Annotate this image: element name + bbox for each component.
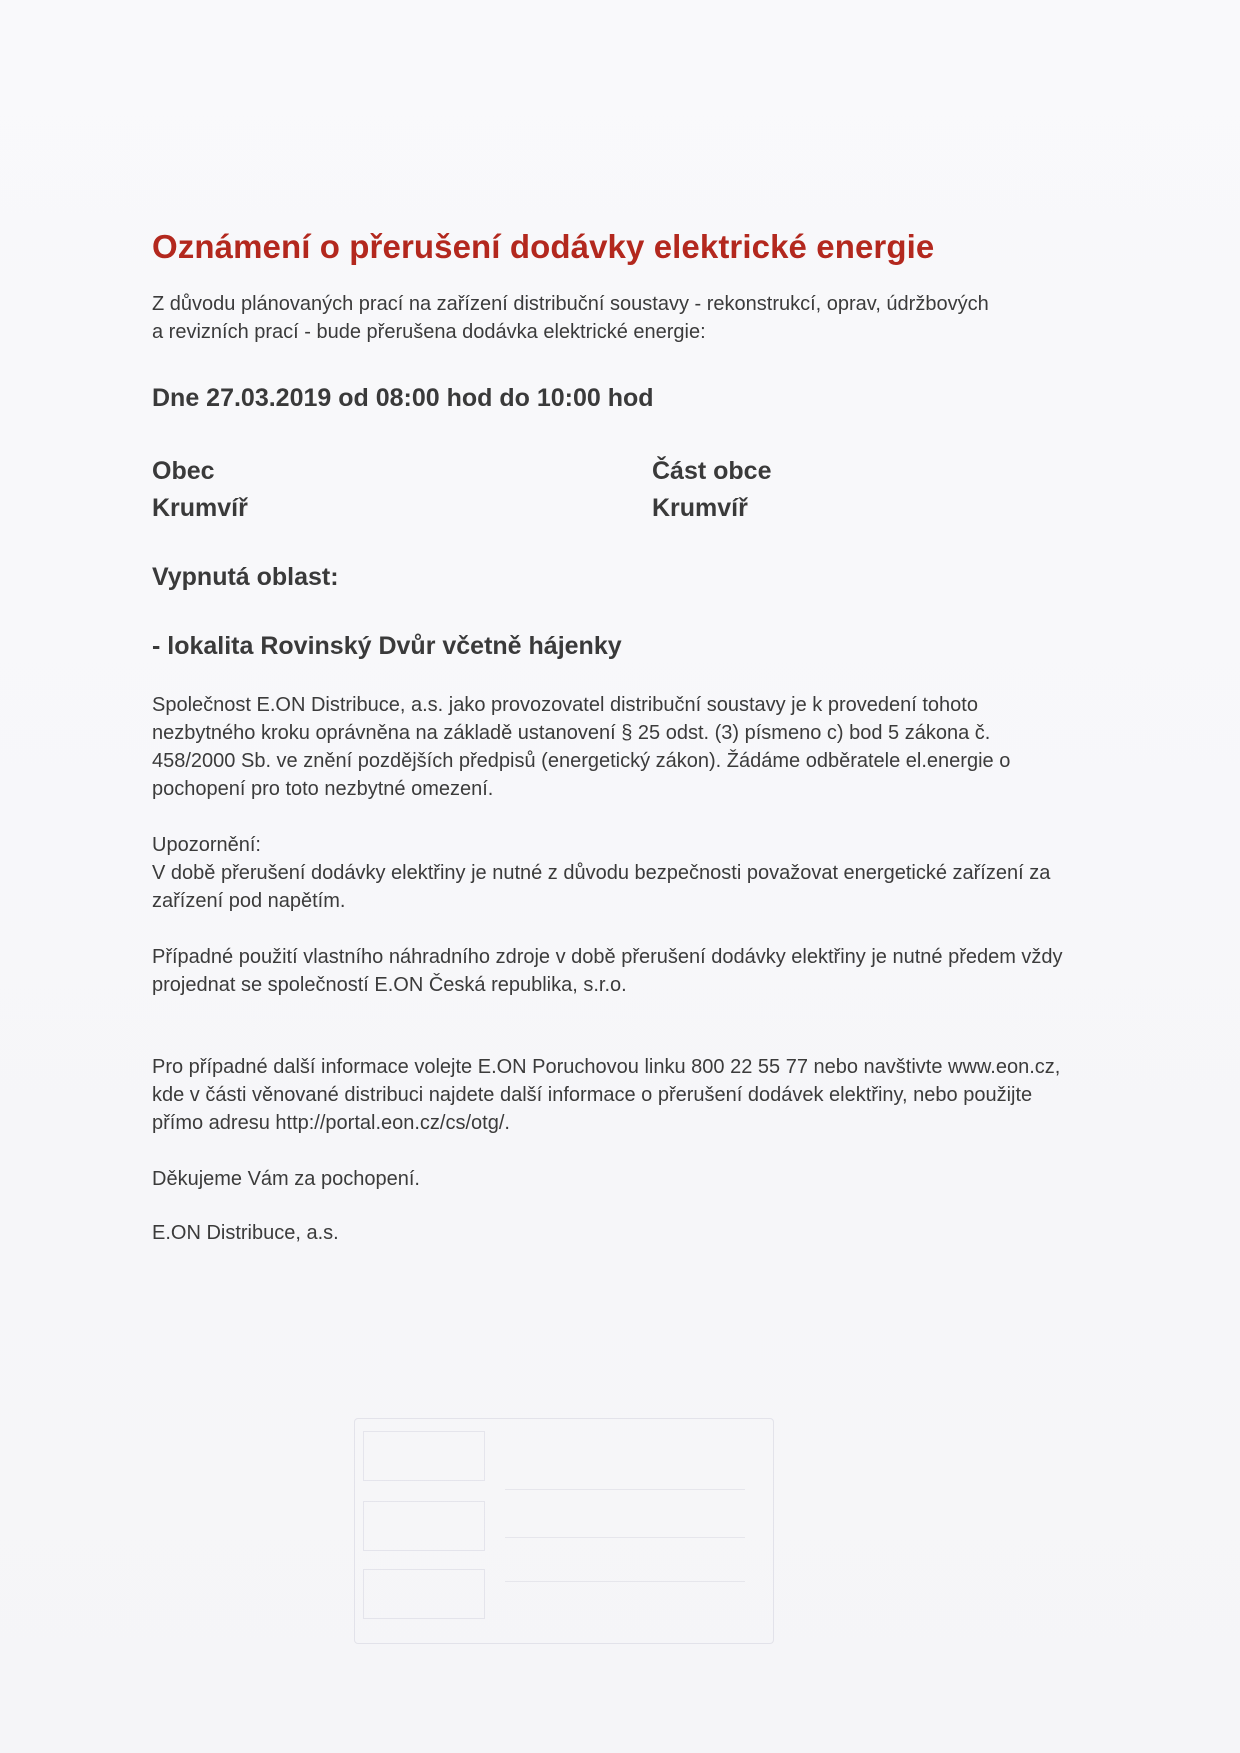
- legal-line: nezbytného kroku oprávněna na základě ustanovení § 25 odst. (3) písmeno c) bod 5 zákona č.: [152, 722, 991, 744]
- thanks-line: Děkujeme Vám za pochopení.: [152, 1168, 420, 1190]
- intro-line: a revizních prací - bude přerušena dodávka elektrické energie:: [152, 321, 706, 343]
- area-item: - lokalita Rovinský Dvůr včetně hájenky: [152, 632, 622, 660]
- info-line: kde v části věnované distribuci najdete další informace o přerušení dodávek elektřiny, nebo použijte: [152, 1084, 1033, 1106]
- legal-paragraph: [152, 691, 1152, 803]
- stamp-line: [505, 1537, 745, 1538]
- notice-line: zařízení pod napětím.: [152, 890, 346, 912]
- legal-line: Společnost E.ON Distribuce, a.s. jako provozovatel distribuční soustavy je k provedení tohoto: [152, 694, 978, 716]
- notice-paragraph: [152, 831, 1152, 915]
- usage-paragraph: [152, 943, 1152, 999]
- info-paragraph: [152, 1053, 1152, 1137]
- municipality-value: Krumvíř: [152, 494, 248, 522]
- area-title: Vypnutá oblast:: [152, 563, 339, 591]
- stamp-line: [505, 1581, 745, 1582]
- usage-line: projednat se společností E.ON Česká republika, s.r.o.: [152, 974, 627, 996]
- legal-line: 458/2000 Sb. ve znění pozdějších předpisů (energetický zákon). Žádáme odběratele el.energie o: [152, 750, 1011, 772]
- document-content: [152, 228, 1152, 1247]
- stamp-cell: [363, 1431, 485, 1481]
- district-column: [652, 453, 1152, 527]
- outage-date: Dne 27.03.2019 od 08:00 hod do 10:00 hod: [152, 384, 654, 412]
- company-signature: E.ON Distribuce, a.s.: [152, 1222, 339, 1244]
- notice-line: V době přerušení dodávky elektřiny je nutné z důvodu bezpečnosti považovat energetické zařízení za: [152, 862, 1051, 884]
- usage-line: Případné použití vlastního náhradního zdroje v době přerušení dodávky elektřiny je nutné předem vždy: [152, 946, 1063, 968]
- stamp-cell: [363, 1501, 485, 1551]
- intro-line: Z důvodu plánovaných prací na zařízení distribuční soustavy - rekonstrukcí, oprav, údržbových: [152, 293, 989, 315]
- info-line: Pro případné další informace volejte E.ON Poruchovou linku 800 22 55 77 nebo navštivte www.eon.cz,: [152, 1056, 1061, 1078]
- stamp-line: [505, 1489, 745, 1490]
- notice-heading: Upozornění:: [152, 834, 261, 856]
- document-title: Oznámení o přerušení dodávky elektrické energie: [152, 228, 935, 265]
- district-label: Část obce: [652, 457, 772, 485]
- intro-paragraph: [152, 290, 1152, 346]
- info-line: přímo adresu http://portal.eon.cz/cs/otg/.: [152, 1112, 510, 1134]
- location-block: [152, 453, 1152, 527]
- faint-stamp-box: [354, 1418, 774, 1644]
- municipality-column: [152, 453, 652, 527]
- municipality-label: Obec: [152, 457, 215, 485]
- stamp-cell: [363, 1569, 485, 1619]
- district-value: Krumvíř: [652, 494, 748, 522]
- legal-line: pochopení pro toto nezbytné omezení.: [152, 778, 494, 800]
